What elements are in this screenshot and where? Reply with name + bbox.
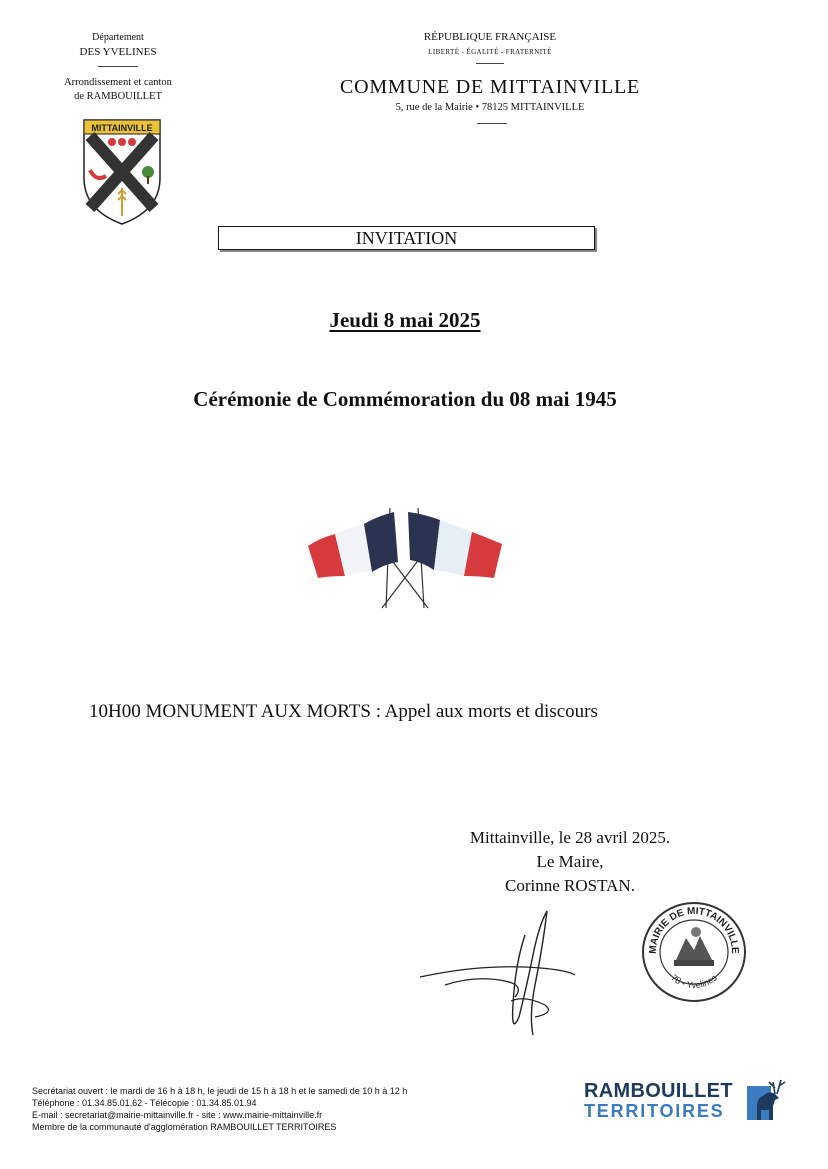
divider [98,66,138,67]
footer-email: E-mail : secretariat@mairie-mittainville.fr - site : www.mairie-mittainville.fr [32,1110,323,1120]
department-name: DES YVELINES [79,46,157,58]
arrondissement-line-1: Arrondissement et canton [64,77,172,88]
divider [476,63,504,64]
commune-title: COMMUNE DE MITTAINVILLE [339,76,641,98]
commune-address: 5, rue de la Mairie • 78125 MITTAINVILLE [395,102,585,113]
signature-role: Le Maire, [536,852,604,871]
crest-icon [82,118,162,226]
department-label: Département [92,32,144,43]
logo-territoires: TERRITOIRES [584,1101,725,1121]
arrondissement-line-2: de RAMBOUILLET [74,91,162,102]
event-date-text: Jeudi 8 mai 2025 [329,308,481,332]
invitation-label: INVITATION [355,228,458,248]
mairie-stamp-icon [640,900,748,1004]
crest-banner-text: MITTAINVILLE [91,123,153,133]
republic-motto: LIBERTÉ - ÉGALITÉ - FRATERNITÉ [428,48,552,56]
deer-icon [745,1076,789,1122]
republic-title: RÉPUBLIQUE FRANÇAISE [423,31,557,43]
signature-icon [415,905,580,1040]
footer-membership: Membre de la communauté d'agglomération RAMBOUILLET TERRITOIRES [32,1122,337,1132]
divider [477,123,507,124]
svg-text:78 - Yvelines: 78 - Yvelines [669,972,719,991]
footer-phone: Téléphone : 01.34.85.01.62 - Télécopie : 01.34.85.01.94 [32,1098,257,1108]
svg-text:MAIRIE DE MITTAINVILLE: MAIRIE DE MITTAINVILLE [647,905,741,954]
event-title: Cérémonie de Commémoration du 08 mai 1945 [193,387,617,411]
event-date [200,308,610,333]
logo-rambouillet: RAMBOUILLET [584,1080,733,1102]
event-program: 10H00 MONUMENT AUX MORTS : Appel aux morts et discours [89,701,598,722]
french-flags-icon [300,498,510,613]
signature-place-date: Mittainville, le 28 avril 2025. [469,828,671,847]
footer-hours: Secrétariat ouvert : le mardi de 16 h à 18 h, le jeudi de 15 h à 18 h et le samedi de 10 h à 12 h [32,1086,408,1096]
signature-name: Corinne ROSTAN. [505,876,635,895]
